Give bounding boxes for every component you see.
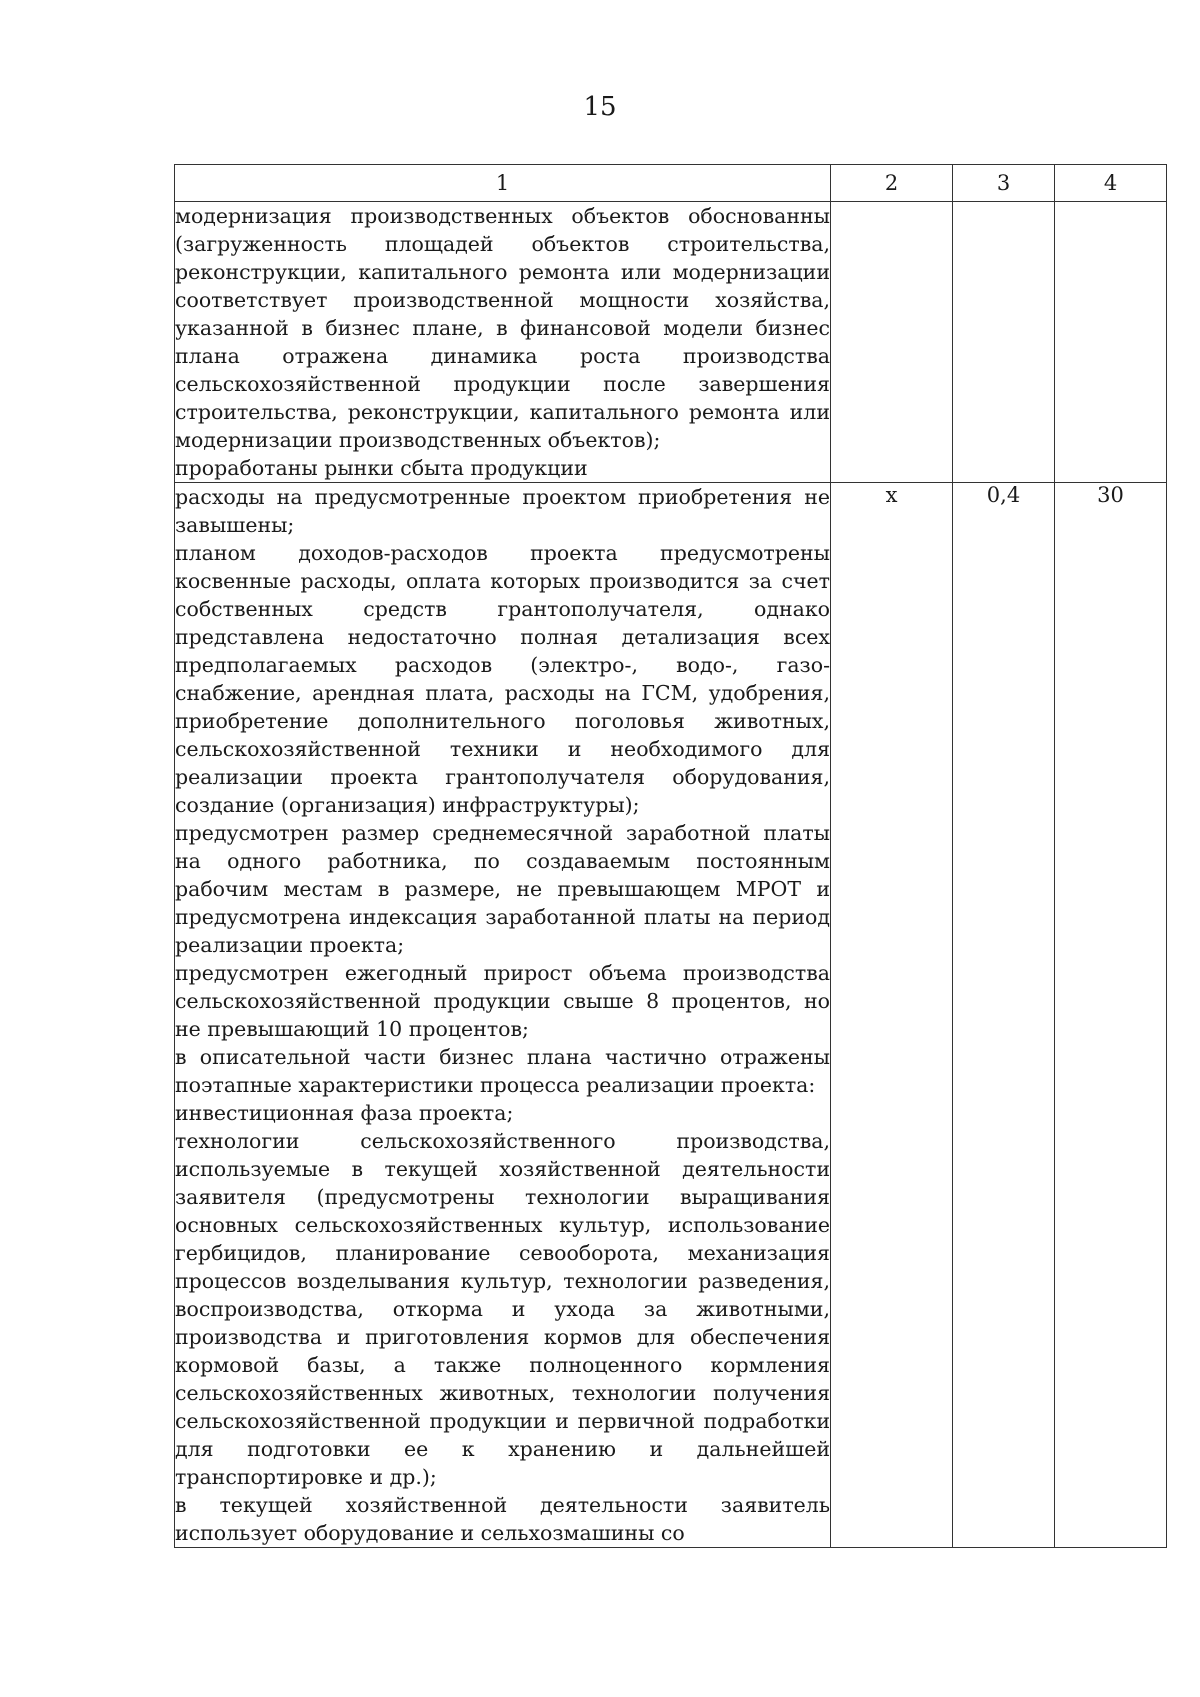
criterion-paragraph: предусмотрен ежегодный прирост объема производства сельскохозяйственной продукции свыше 8 процентов, но не превышающий 10 процентов;: [175, 961, 830, 1041]
criteria-table: [174, 164, 1167, 1548]
value-cell-col4: 30: [1055, 483, 1167, 1548]
value-cell-col3: 0,4: [953, 483, 1055, 1548]
criterion-paragraph: модернизация производственных объектов обоснованны (загруженность площадей объектов строительства, реконструкции, капитального ремонта или модернизации соответствует производственной мощности хозяйства, указанной в бизнес плане, в финансовой модели бизнес плана отражена динамика роста производства сельскохозяйственной продукции после завершения строительства, реконструкции, капитального ремонта или модернизации производственных объектов);: [175, 204, 830, 452]
value-cell-col3: [953, 202, 1055, 483]
column-header-1: 1: [175, 165, 831, 202]
criterion-paragraph: инвестиционная фаза проекта;: [175, 1101, 514, 1125]
table-row: [175, 202, 1167, 483]
value-cell-col2: x: [831, 483, 953, 1548]
value-cell-col4: [1055, 202, 1167, 483]
value-cell-col2: [831, 202, 953, 483]
column-header-4: 4: [1055, 165, 1167, 202]
criterion-paragraph: проработаны рынки сбыта продукции: [175, 456, 588, 480]
criterion-paragraph: предусмотрен размер среднемесячной заработной платы на одного работника, по создаваемым постоянным рабочим местам в размере, не превышающем МРОТ и предусмотрена индексация заработанной платы на период реализации проекта;: [175, 821, 830, 957]
criterion-text-cell: [175, 202, 831, 483]
criterion-paragraph: в текущей хозяйственной деятельности заявитель использует оборудование и сельхозмашины со: [175, 1493, 830, 1545]
criterion-paragraph: планом доходов-расходов проекта предусмотрены косвенные расходы, оплата которых производится за счет собственных средств грантополучателя, однако представлена недостаточно полная детализация всех предполагаемых расходов (электро-, водо-, газо- снабжение, арендная плата, расходы на ГСМ, удобрения, приобретение дополнительного поголовья животных, сельскохозяйственной техники и необходимого для реализации проекта грантополучателя оборудования, создание (организация) инфраструктуры);: [175, 541, 830, 817]
table-row: [175, 483, 1167, 1548]
table-header-row: [175, 165, 1167, 202]
column-header-3: 3: [953, 165, 1055, 202]
criterion-paragraph: в описательной части бизнес плана частично отражены поэтапные характеристики процесса реализации проекта:: [175, 1045, 830, 1097]
criterion-paragraph: расходы на предусмотренные проектом приобретения не завышены;: [175, 485, 830, 537]
column-header-2: 2: [831, 165, 953, 202]
criterion-text-cell: [175, 483, 831, 1548]
criterion-paragraph: технологии сельскохозяйственного производства, используемые в текущей хозяйственной деятельности заявителя (предусмотрены технологии выращивания основных сельскохозяйственных культур, использование гербицидов, планирование севооборота, механизация процессов возделывания культур, технологии разведения, воспроизводства, откорма и ухода за животными, производства и приготовления кормов для обеспечения кормовой базы, а также полноценного кормления сельскохозяйственных животных, технологии получения сельскохозяйственной продукции и первичной подработки для подготовки ее к хранению и дальнейшей транспортировке и др.);: [175, 1129, 830, 1489]
page-number: 15: [583, 92, 617, 122]
